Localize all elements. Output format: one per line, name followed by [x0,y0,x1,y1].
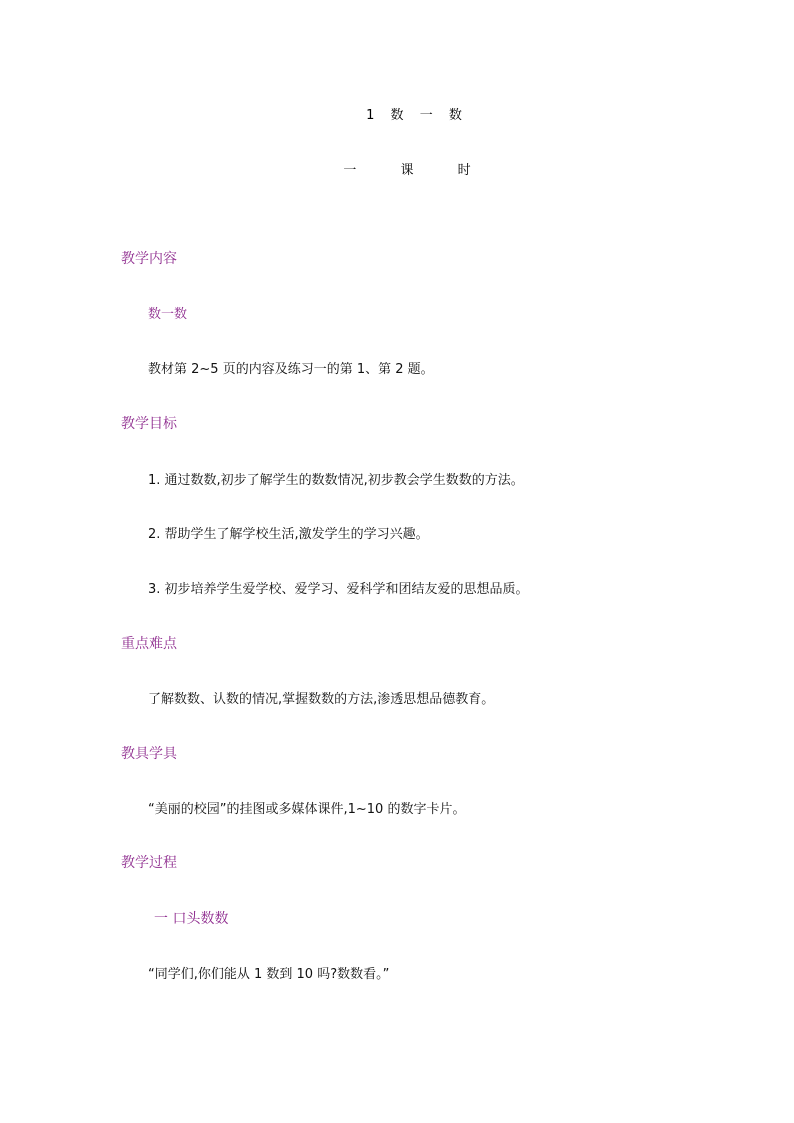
goal-item-3: 3. 初步培养学生爱学校、爱学习、爱科学和团结友爱的思想品质。 [148,582,529,597]
document-title: 1 数 一 数 [366,108,468,123]
content-subheading: 数一数 [148,307,188,322]
tools-text: “美丽的校园”的挂图或多媒体课件,1~10 的数字卡片。 [148,802,466,817]
section-heading-process: 教学过程 [121,855,177,871]
section-heading-content: 教学内容 [121,251,177,267]
section-heading-key-points: 重点难点 [121,636,177,652]
section-heading-goals: 教学目标 [121,416,177,432]
content-text: 教材第 2~5 页的内容及练习一的第 1、第 2 题。 [148,362,434,377]
goal-item-2: 2. 帮助学生了解学校生活,激发学生的学习兴趣。 [148,527,429,542]
document-subtitle: 一 课 时 [343,163,491,178]
process-step-1-title: 一 口头数数 [154,911,229,927]
goal-item-1: 1. 通过数数,初步了解学生的数数情况,初步教会学生数数的方法。 [148,473,524,488]
key-points-text: 了解数数、认数的情况,掌握数数的方法,渗透思想品德教育。 [148,692,495,707]
process-step-1-text: “同学们,你们能从 1 数到 10 吗?数数看。” [148,967,390,982]
section-heading-tools: 教具学具 [121,746,177,762]
